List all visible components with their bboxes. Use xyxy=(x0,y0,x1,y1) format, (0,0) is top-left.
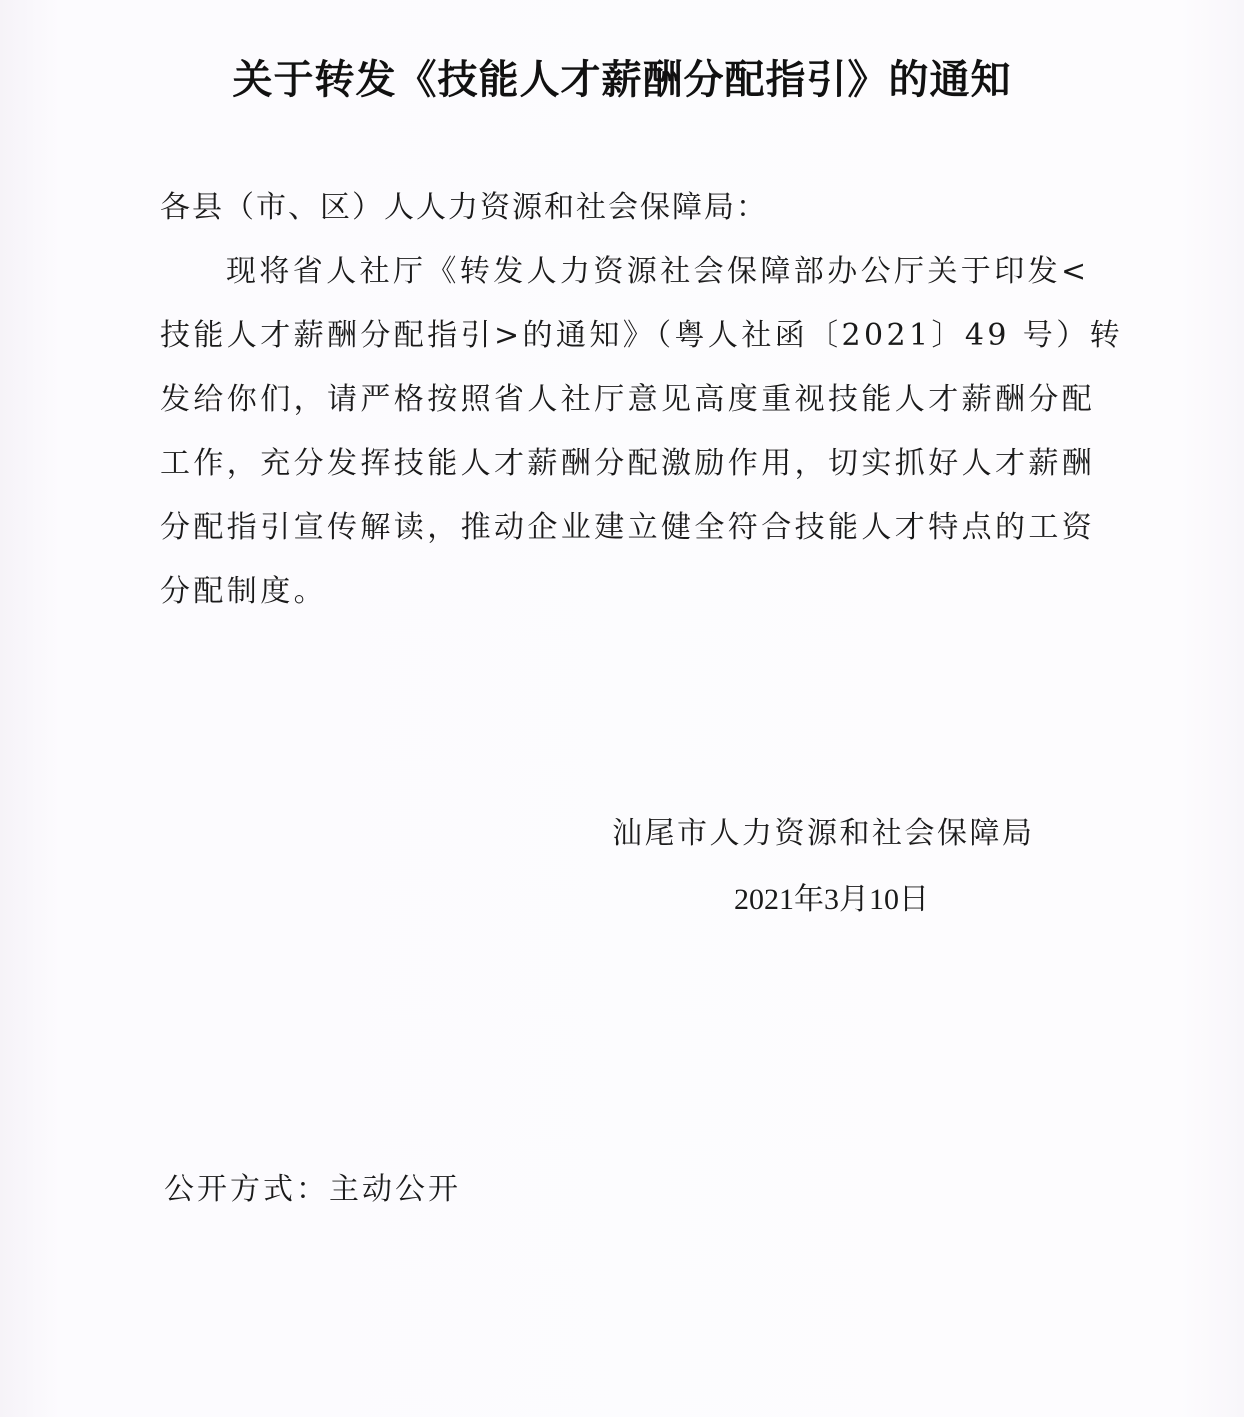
body-line: 分配指引宣传解读，推动企业建立健全符合技能人才特点的工资 xyxy=(160,510,1096,545)
salutation: 各县（市、区）人人力资源和社会保障局： xyxy=(160,190,768,225)
body-line: 工作，充分发挥技能人才薪酬分配激励作用，切实抓好人才薪酬 xyxy=(160,446,1096,481)
issuing-authority-signature: 汕尾市人力资源和社会保障局 xyxy=(612,816,1035,851)
body-line: 现将省人社厅《转发人力资源社会保障部办公厅关于印发< xyxy=(226,254,1090,289)
body-line: 技能人才薪酬分配指引>的通知》（粤人社函〔2021〕49 号）转 xyxy=(160,318,1123,353)
disclosure-method: 公开方式：主动公开 xyxy=(164,1172,461,1207)
document-title: 关于转发《技能人才薪酬分配指引》的通知 xyxy=(232,57,1012,103)
issue-date: 2021年3月10日 xyxy=(734,883,929,916)
body-line: 分配制度。 xyxy=(160,574,327,609)
body-paragraph xyxy=(160,250,1123,634)
body-line: 发给你们，请严格按照省人社厅意见高度重视技能人才薪酬分配 xyxy=(160,382,1096,417)
